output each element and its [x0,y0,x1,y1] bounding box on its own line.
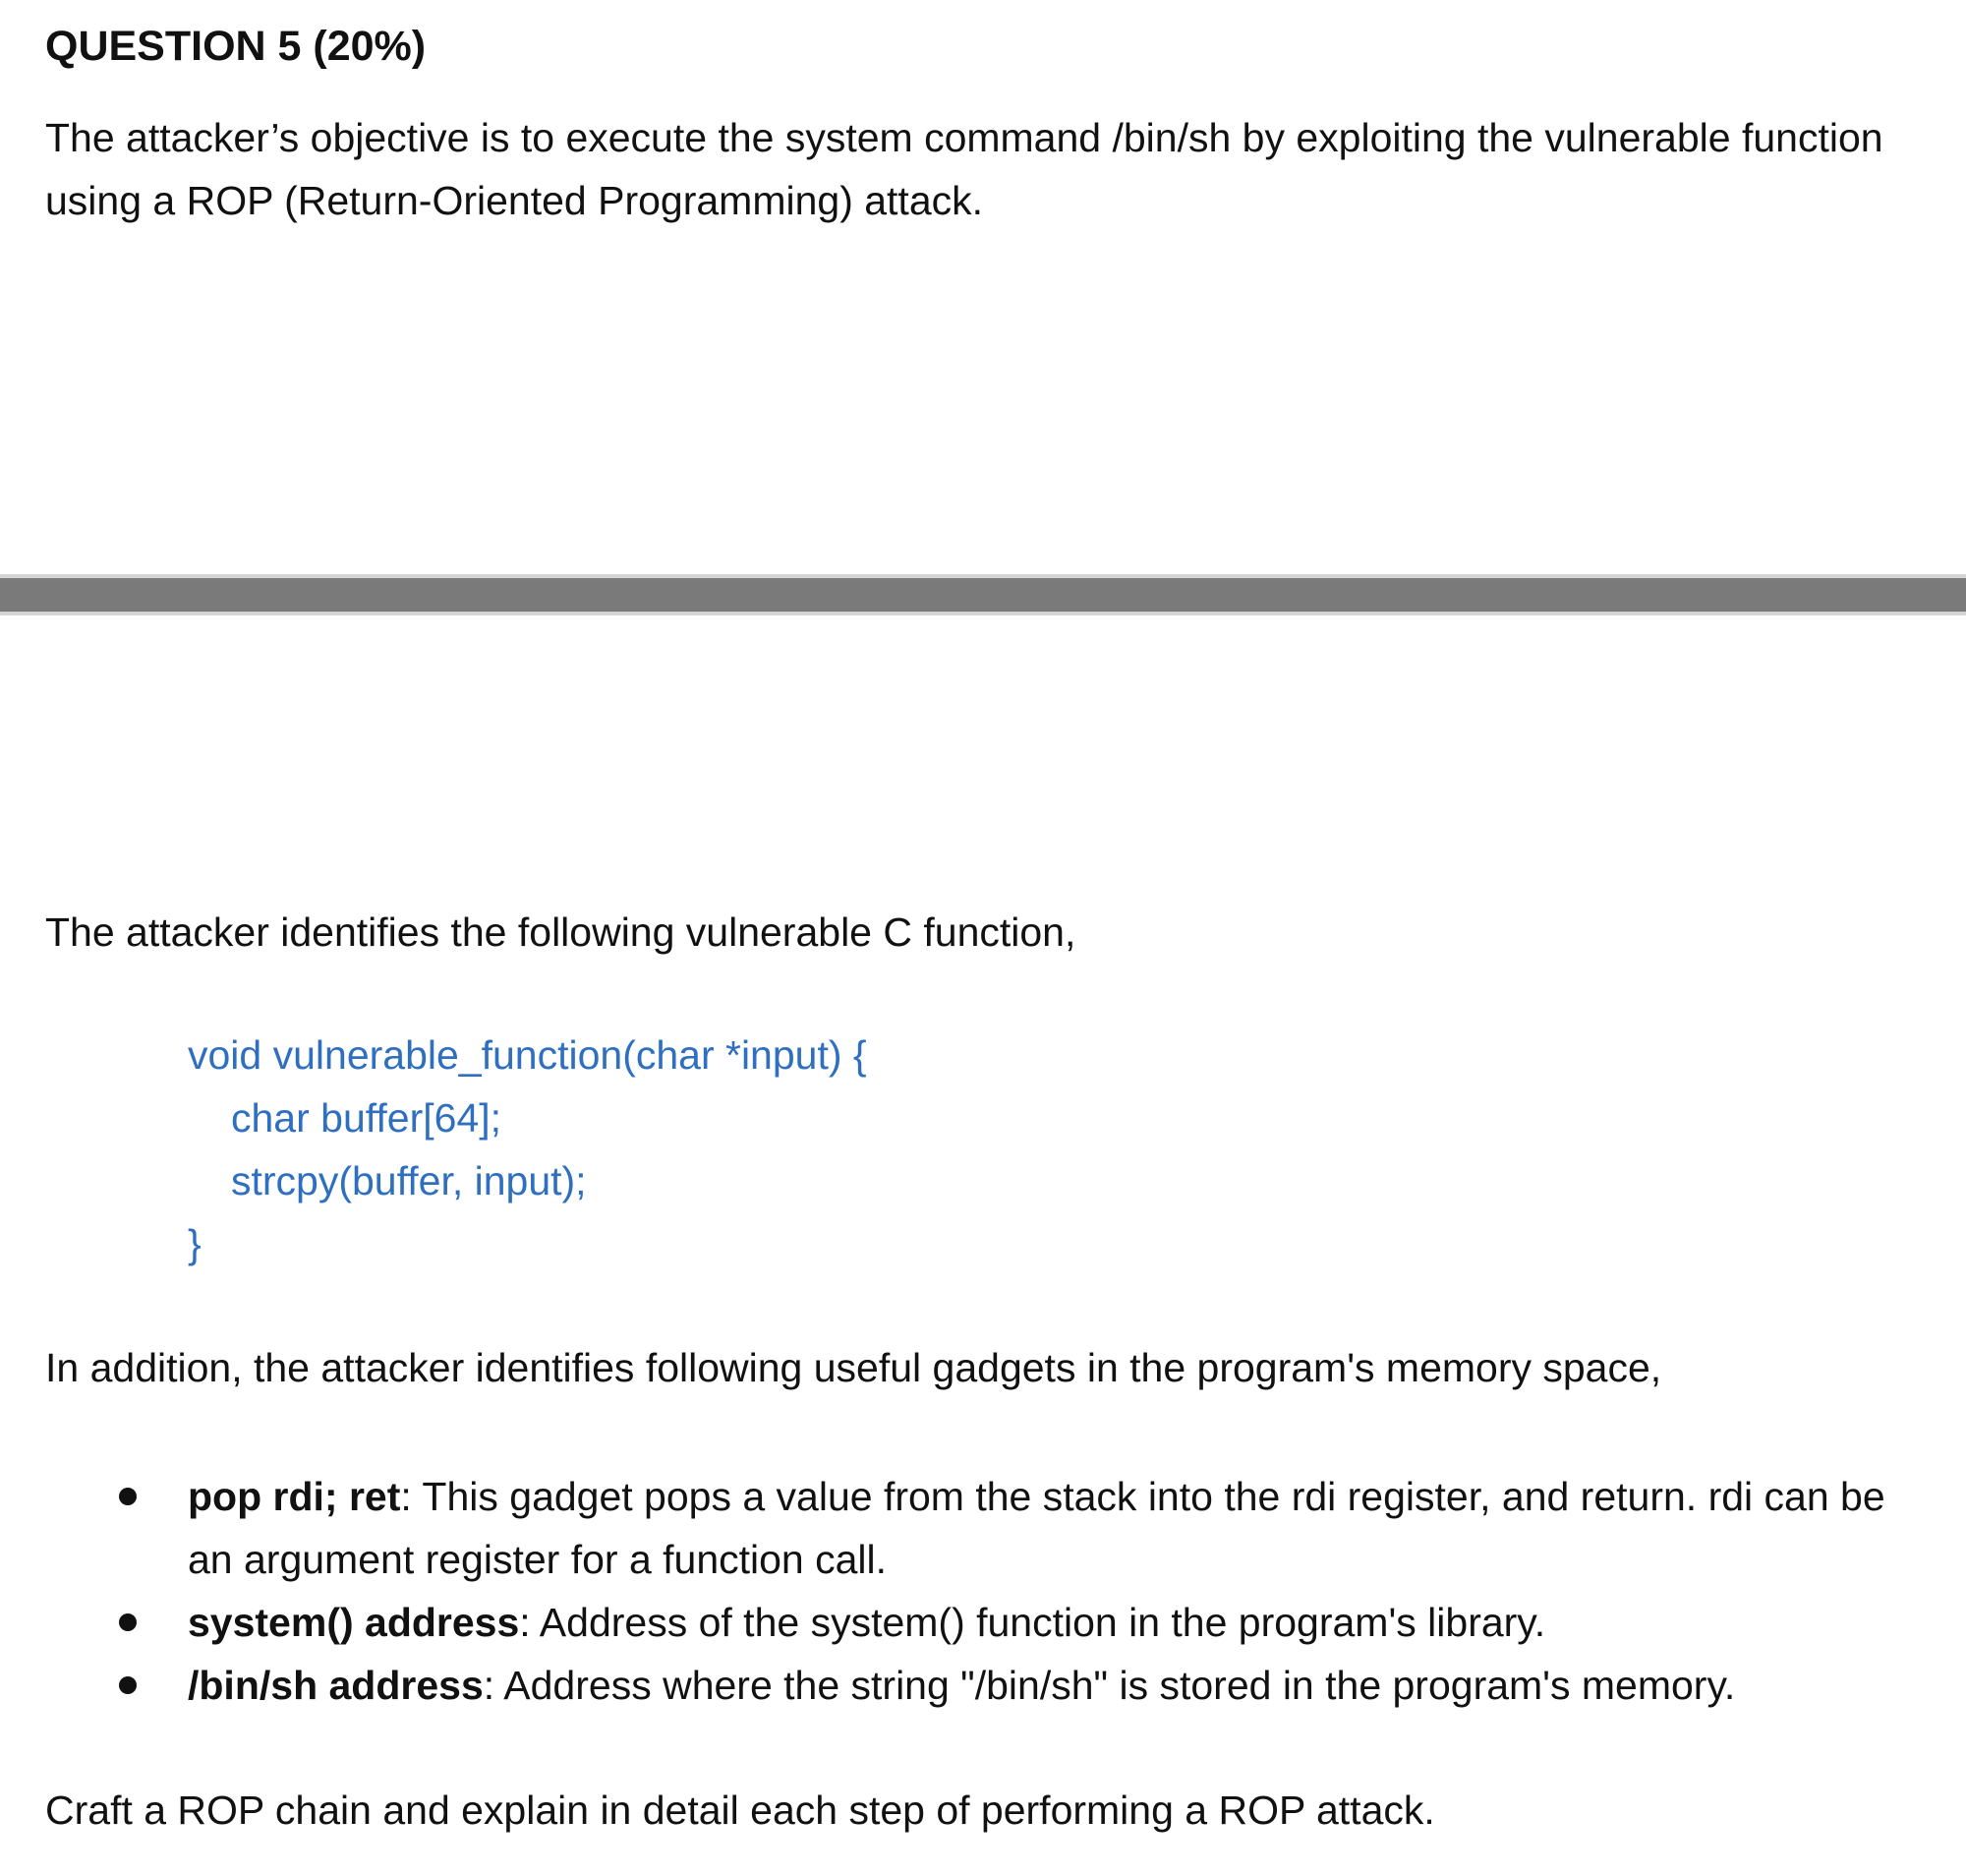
gadget-term: system() address [188,1600,520,1645]
gadget-description: : This gadget pops a value from the stack into the rdi register, and return. rdi can be an argument register for a function call. [188,1474,1885,1582]
gadget-item-pop-rdi [0,1465,1966,1591]
vulnerable-function-lead: The attacker identifies the following vulnerable C function, [45,909,1076,955]
gadget-term: pop rdi; ret [188,1474,401,1519]
task-instruction: Craft a ROP chain and explain in detail each step of performing a ROP attack. [45,1788,1435,1833]
gadget-item-system-address [0,1591,1966,1654]
gadget-item-binsh-address [0,1654,1966,1717]
gadgets-lead: In addition, the attacker identifies following useful gadgets in the program's memory space, [45,1345,1662,1390]
question-title: QUESTION 5 (20%) [45,23,427,70]
gadget-list [0,1465,1966,1717]
gadget-description: : Address of the system() function in the program's library. [519,1600,1546,1645]
bullet-icon [119,1676,137,1694]
code-line-buffer: char buffer[64]; [231,1095,502,1141]
question-intro: The attacker’s objective is to execute the system command /bin/sh by exploiting the vulnerable function using a ROP (Return-Oriented Programming) attack. [45,115,1883,223]
code-line-strcpy: strcpy(buffer, input); [231,1158,587,1203]
section-divider [0,574,1966,616]
bullet-icon [119,1488,137,1505]
code-line-signature: void vulnerable_function(char *input) { [188,1032,867,1078]
gadget-term: /bin/sh address [188,1663,484,1708]
bullet-icon [119,1613,137,1631]
code-block [188,1024,867,1275]
gadget-description: : Address where the string "/bin/sh" is stored in the program's memory. [483,1663,1736,1708]
code-line-closing-brace: } [188,1221,202,1266]
